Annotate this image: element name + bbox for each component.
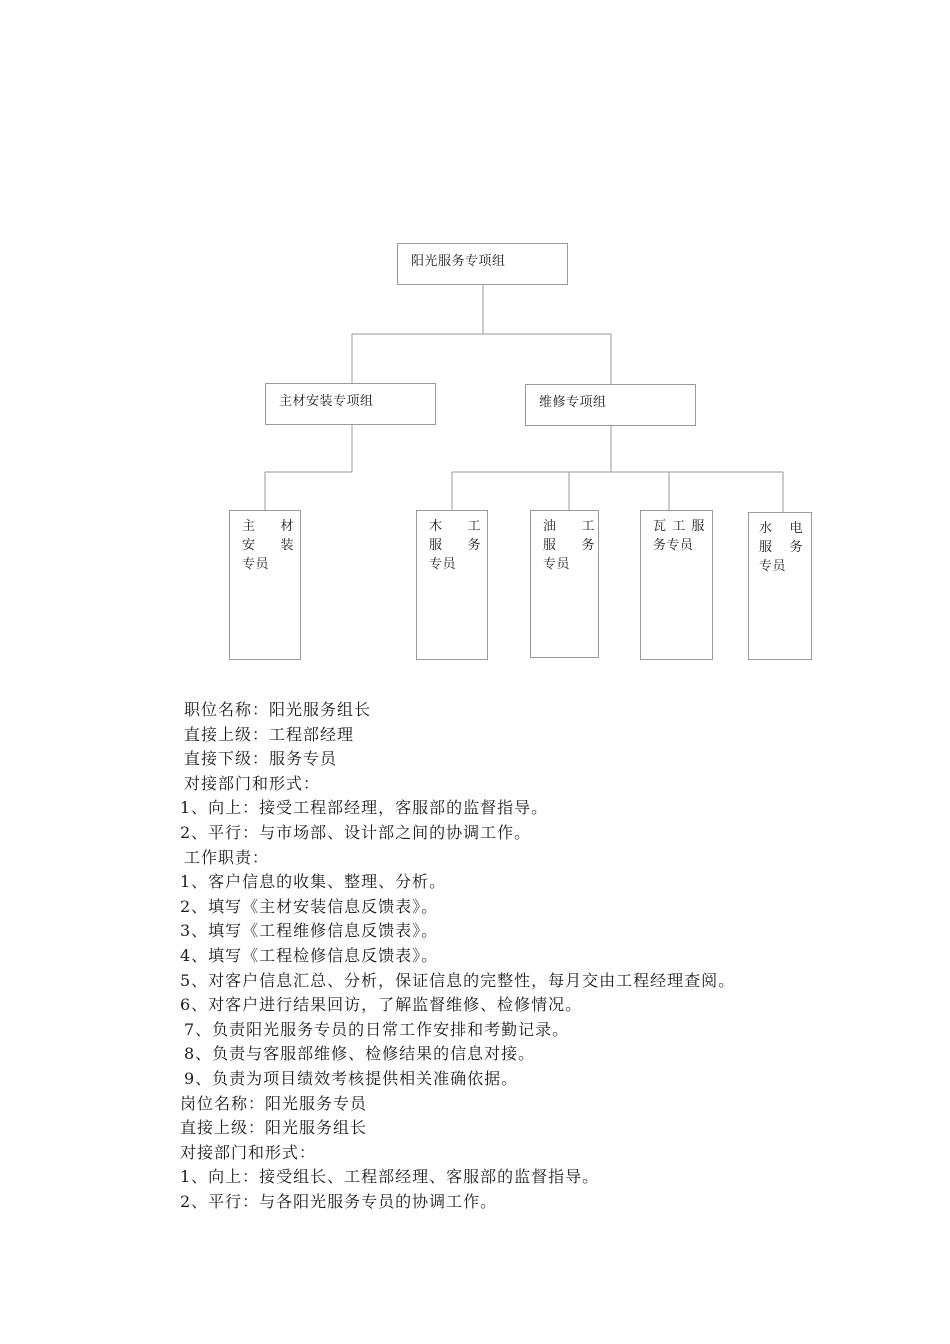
root-node (397, 243, 568, 285)
text-line: 职位名称：阳光服务组长 (184, 700, 372, 719)
plumber-electrician-node (748, 512, 812, 660)
install-group-label: 主材安装专项组 (279, 394, 374, 409)
text-line: 6、对客户进行结果回访，了解监督维修、检修情况。 (180, 995, 583, 1015)
carpenter-line-2: 服 务 (429, 538, 481, 553)
text-line: 4、填写《工程检修信息反馈表》。 (180, 945, 439, 965)
tiler-line-1: 瓦工服 (653, 519, 705, 534)
text-line: 岗位名称：阳光服务专员 (180, 1093, 368, 1113)
carpenter-line-1: 木 工 (429, 519, 481, 534)
text-line: 直接下级：服务专员 (184, 749, 338, 769)
painter-node (530, 510, 599, 658)
painter-line-3: 专员 (543, 557, 571, 572)
text-line: 7、负责阳光服务专员的日常工作安排和考勤记录。 (184, 1019, 570, 1039)
tiler-line-2: 务专员 (653, 538, 694, 553)
carpenter-node (416, 510, 488, 660)
text-line: 5、对客户信息汇总、分析，保证信息的完整性，每月交由工程经理查阅。 (180, 970, 736, 990)
text-line: 2、平行：与各阳光服务专员的协调工作。 (180, 1191, 498, 1211)
text-line: 3、填写《工程维修信息反馈表》。 (180, 921, 439, 941)
text-line: 2、填写《主材安装信息反馈表》。 (180, 896, 439, 916)
root-node-label: 阳光服务专项组 (411, 254, 506, 269)
install-specialist-line-2: 安 装 (242, 538, 294, 553)
text-line: 1、向上：接受组长、工程部经理、客服部的监督指导。 (180, 1167, 600, 1187)
plumber-line-3: 专员 (759, 559, 787, 574)
text-line: 1、向上：接受工程部经理，客服部的监督指导。 (180, 798, 549, 818)
install-specialist-line-3: 专员 (242, 557, 270, 572)
text-line: 工作职责： (184, 847, 270, 867)
repair-group-node (525, 384, 696, 426)
text-line: 对接部门和形式： (180, 1142, 317, 1162)
install-specialist-line-1: 主 材 (242, 519, 294, 534)
tiler-node (640, 510, 713, 660)
plumber-line-2: 服 务 (759, 540, 803, 555)
plumber-line-1: 水 电 (759, 521, 803, 536)
painter-line-1: 油 工 (543, 519, 595, 534)
text-line: 对接部门和形式： (184, 773, 321, 793)
painter-line-2: 服 务 (543, 538, 595, 553)
job-description-text (180, 698, 880, 1214)
text-line: 直接上级：阳光服务组长 (180, 1118, 368, 1138)
text-line: 8、负责与客服部维修、检修结果的信息对接。 (184, 1044, 536, 1064)
text-line: 9、负责为项目绩效考核提供相关准确依据。 (184, 1068, 519, 1088)
repair-group-label: 维修专项组 (539, 395, 607, 410)
text-line: 1、客户信息的收集、整理、分析。 (180, 872, 447, 892)
install-group-node (265, 383, 436, 425)
carpenter-line-3: 专员 (429, 557, 457, 572)
install-specialist-node (229, 510, 301, 660)
text-line: 直接上级：工程部经理 (184, 724, 355, 744)
text-line: 2、平行：与市场部、设计部之间的协调工作。 (180, 822, 532, 842)
